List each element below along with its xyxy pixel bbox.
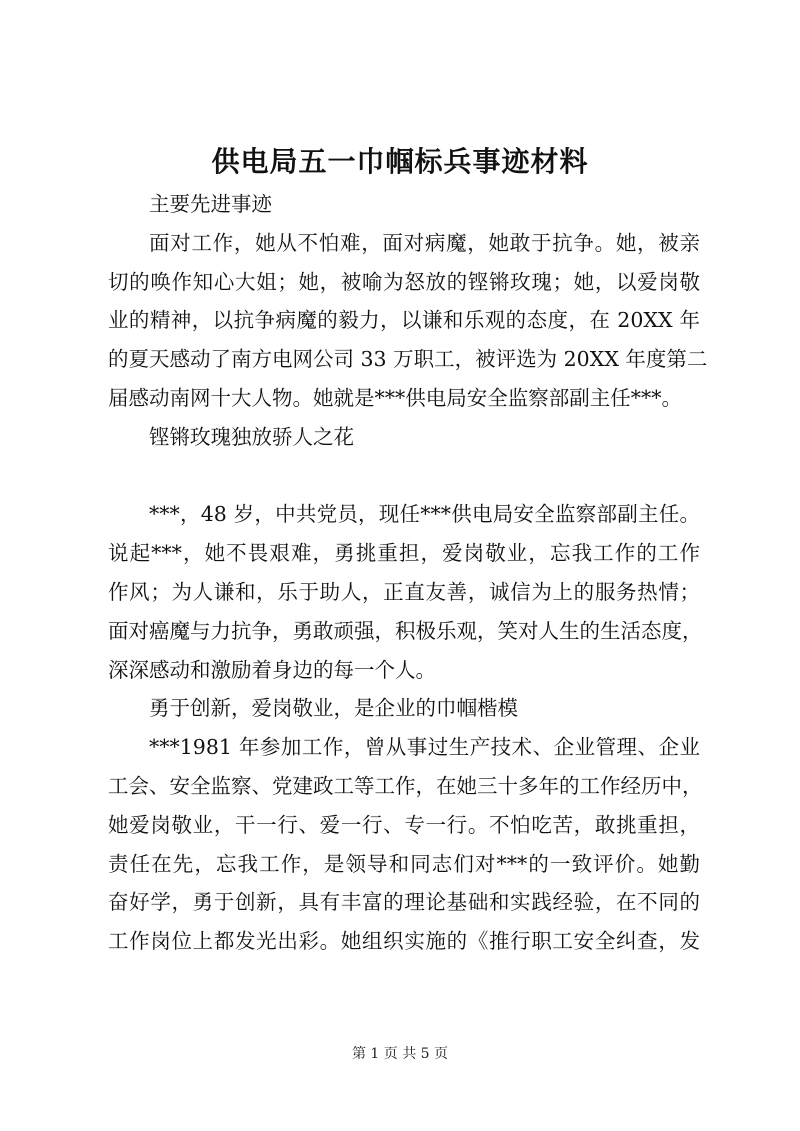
blank-line [108, 457, 700, 496]
page-footer: 第 1 页 共 5 页 [351, 1046, 449, 1062]
text-line: 工会、安全监察、党建政工等工作，在她三十多年的工作经历中， [108, 773, 703, 798]
text-line: 作风；为人谦和，乐于助人，正直友善，诚信为上的服务热情； [108, 579, 700, 604]
text-line: 主要先进事迹 [149, 192, 272, 216]
text-line: 深深感动和激励着身边的每一个人。 [108, 657, 436, 682]
text-line: 勇于创新，爱岗敬业，是企业的巾帼楷模 [149, 696, 518, 721]
text-line: 责任在先，忘我工作，是领导和同志们对***的一致评价。她勤 [108, 851, 700, 876]
text-line: 届感动南网十大人物。她就是***供电局安全监察部副主任***。 [108, 385, 682, 410]
text-line: 工作岗位上都发光出彩。她组织实施的《推行职工安全纠查，发 [108, 929, 700, 954]
document-title: 供电局五一巾帼标兵事迹材料 [211, 145, 589, 178]
text-line: 面对癌魔与力抗争，勇敢顽强，积极乐观，笑对人生的生活态度， [108, 618, 703, 643]
text-line: ***，48 岁，中共党员，现任***供电局安全监察部副主任。 [149, 502, 700, 527]
text-line: 切的唤作知心大姐；她，被喻为怒放的铿锵玫瑰；她，以爱岗敬 [108, 269, 700, 294]
text-line: 奋好学，勇于创新，具有丰富的理论基础和实践经验，在不同的 [108, 890, 700, 915]
text-line: 她爱岗敬业，干一行、爱一行、专一行。不怕吃苦，敢挑重担， [108, 812, 700, 837]
text-line: 说起***，她不畏艰难，勇挑重担，爱岗敬业，忘我工作的工作 [108, 541, 700, 566]
text-line: 面对工作，她从不怕难，面对病魔，她敢于抗争。她，被亲 [149, 230, 700, 255]
text-line: 业的精神，以抗争病魔的毅力，以谦和乐观的态度，在 20XX 年 [108, 308, 700, 333]
text-line: 铿锵玫瑰独放骄人之花 [149, 424, 354, 449]
text-line: ***1981 年参加工作，曾从事过生产技术、企业管理、企业 [149, 735, 700, 760]
text-line: 的夏天感动了南方电网公司 33 万职工，被评选为 20XX 年度第二 [108, 347, 708, 372]
document-body [108, 185, 708, 961]
